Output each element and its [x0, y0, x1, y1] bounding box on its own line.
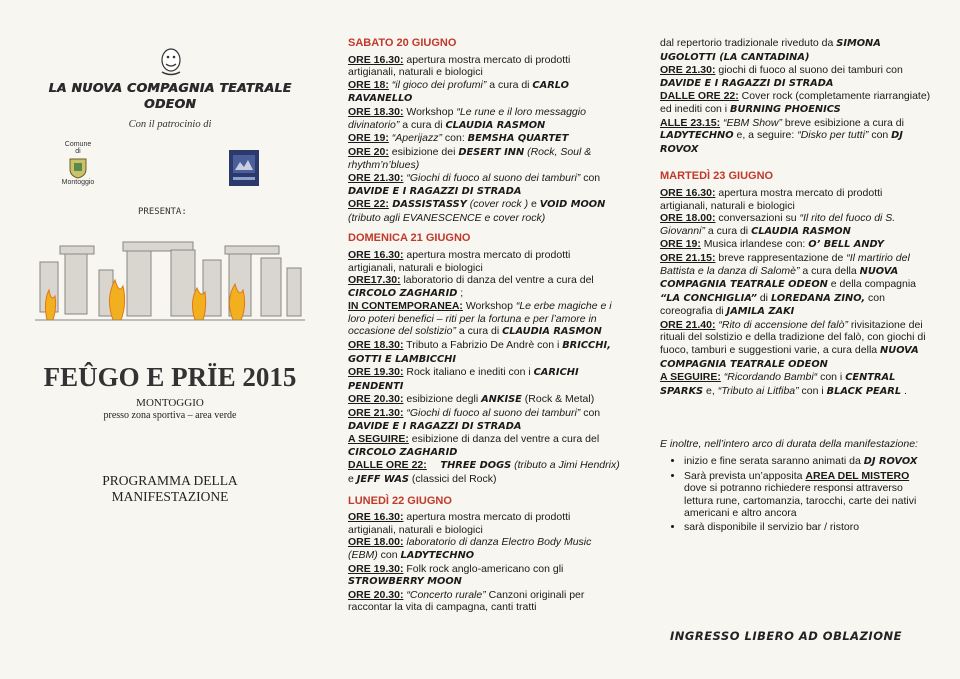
festival-title: FEÛGO E PRÏE 2015 — [43, 362, 297, 392]
event-item: ORE 16.30: apertura mostra mercato di prodotti artigianali, naturali e biologici — [348, 511, 571, 536]
event-item: ORE 16.30: apertura mostra mercato di prodotti artigianali, naturali e biologici — [660, 186, 883, 212]
list-item: • sarà disponibile il servizio bar / ristoro — [684, 521, 932, 534]
presenta-label: PRESENTA: — [138, 207, 187, 217]
stonehenge-illustration — [35, 232, 305, 328]
event-item: ORE 18.00: laboratorio di danza Electro Body Music (EBM) con LADYTECHNO — [348, 536, 592, 561]
event-item: A SEGUIRE: esibizione di danza del ventre a cura del CIRCOLO ZAGHARID — [348, 433, 600, 458]
extras-list — [660, 455, 932, 534]
tuesday-heading: MARTEDÌ 23 GIUGNO — [660, 170, 774, 183]
event-item: ORE 16.30: apertura mostra mercato di prodotti artigianali, naturali e biologici — [348, 248, 571, 274]
schedule-column-2 — [348, 37, 620, 614]
theater-logo — [157, 46, 185, 78]
event-item: ORE 18.30: Tributo a Fabrizio De Andrè con i BRICCHI, GOTTI E LAMBICCHI — [348, 339, 611, 365]
event-item: IN CONTEMPORANEA: Workshop “Le erbe magiche e i loro poteri benefici – riti per la fortuna e per l’amore in occasione del solstizio” a cura di CLAUDIA RASMON — [348, 300, 612, 338]
free-entry-note: INGRESSO LIBERO AD OBLAZIONE — [670, 629, 902, 643]
event-item: ALLE 23.15: “EBM Show” breve esibizione a cura di LADYTECHNO e, a seguire: “Disko per tutti” con DJ ROVOX — [660, 116, 904, 155]
event-item: ORE 21.30: “Giochi di fuoco al suono dei tamburi” con DAVIDE E I RAGAZZI DI STRADA — [348, 171, 601, 197]
sunday-heading: DOMENICA 21 GIUGNO — [348, 232, 471, 245]
comune-label-top: Comune di — [64, 141, 92, 155]
event-item: ORE 16.30: apertura mostra mercato di prodotti artigianali, naturali e biologici — [348, 53, 571, 79]
event-item: ORE 21.30: “Giochi di fuoco al suono dei tamburi” con DAVIDE E I RAGAZZI DI STRADA — [348, 407, 601, 432]
program-heading-line-2: MANIFESTAZIONE — [111, 489, 229, 504]
organizer-name — [30, 80, 310, 112]
event-item: ORE 22: DASSISTASSY (cover rock ) e VOID MOON (tributo agli EVANESCENCE e cover rock) — [348, 198, 606, 224]
program-heading-line-1: PROGRAMMA DELLA — [102, 473, 238, 488]
event-item: ORE 20.30: esibizione degli ANKISE (Rock & Metal) — [348, 393, 595, 406]
event-item: ORE 19.30: Folk rock anglo-americano con gli STROWBERRY MOON — [348, 562, 564, 588]
list-item: • Sarà prevista un’apposita AREA DEL MISTERO dove si potranno richiedere responsi attraverso lettura rune, cartomanzia, tarocchi, carte dei nativi americani e altro ancora — [684, 470, 932, 520]
patronage-label: Con il patrocinio di — [128, 119, 212, 130]
event-item: ORE 19: “Aperijazz” con: BEMSHA QUARTET — [348, 132, 569, 145]
organizer-line-2: ODEON — [143, 96, 197, 111]
list-item: • inizio e fine serata saranno animati da DJ ROVOX — [684, 455, 932, 469]
event-item: ORE 21.30: giochi di fuoco al suono dei tamburi con DAVIDE E I RAGAZZI DI STRADA — [660, 64, 903, 89]
event-item: A SEGUIRE: “Ricordando Bambi“ con i CENTRAL SPARKS e, “Tributo ai Litfiba” con i BLACK PEARL . — [660, 371, 907, 397]
event-item: ORE 18: “il gioco dei profumi” a cura di CARLO RAVANELLO — [348, 78, 569, 105]
coat-of-arms-icon — [67, 157, 89, 179]
venue-label: presso zona sportiva – area verde — [103, 410, 237, 421]
event-item: ORE17.30: laboratorio di danza del ventre a cura del CIRCOLO ZAGHARID ; — [348, 274, 594, 299]
event-item: ORE 19: Musica irlandese con: O’ BELL ANDY — [660, 238, 885, 251]
event-item: ORE 21.40: “Rito di accensione del falò” rivisitazione dei rituali del solstizio e della tradizione del falò, con giochi di fuoco, tamburi e suggestioni varie, a cura della NUOVA COMPAGNIA TEATRALE ODEON — [660, 318, 926, 370]
event-item: DALLE ORE 22: THREE DOGS (tributo a Jimi Hendrix) e JEFF WAS (classici del Rock) — [348, 459, 620, 485]
event-item: ORE 20.30: “Concerto rurale” Canzoni originali per raccontar la vita di campagna, canti tratti — [348, 588, 585, 614]
event-item: ORE 21.15: breve rappresentazione de “Il martirio del Battista e la danza di Salomè” a cura della NUOVA COMPAGNIA TEATRALE ODEON e della compagnia “LA CONCHIGLIA” di LOREDANA ZINO, con coreografia di JAMILA ZAKI — [660, 251, 917, 318]
monday-heading: LUNEDÌ 22 GIUGNO — [348, 494, 452, 507]
sponsor-logo — [229, 150, 259, 186]
event-item: DALLE ORE 22: Cover rock (completamente riarrangiate) ed inediti con i BURNING PHOENICS — [660, 90, 931, 115]
event-item: dal repertorio tradizionale riveduto da SIMONA UGOLOTTI (LA CANTADINA) — [660, 37, 881, 63]
event-item: ORE 19.30: Rock italiano e inediti con i CARICHI PENDENTI — [348, 366, 579, 392]
schedule-column-3 — [660, 37, 932, 535]
comune-label-bottom: Montoggio — [61, 179, 95, 186]
organizer-line-1: LA NUOVA COMPAGNIA TEATRALE — [48, 80, 292, 95]
event-item: ORE 18.00: conversazioni su “Il rito del fuoco di S. Giovanni” a cura di CLAUDIA RASMON — [660, 212, 896, 237]
extras-intro: E inoltre, nell’intero arco di durata della manifestazione: — [660, 438, 918, 451]
event-item: ORE 20: esibizione dei DESERT INN (Rock, Soul & rhythm’n’blues) — [348, 145, 592, 172]
town-name: MONTOGGIO — [136, 397, 204, 409]
saturday-heading: SABATO 20 GIUGNO — [348, 37, 457, 49]
program-heading — [40, 473, 300, 505]
event-item: ORE 18.30: Workshop “Le rune e il loro messaggio divinatorio” a cura di CLAUDIA RASMON — [348, 105, 586, 131]
